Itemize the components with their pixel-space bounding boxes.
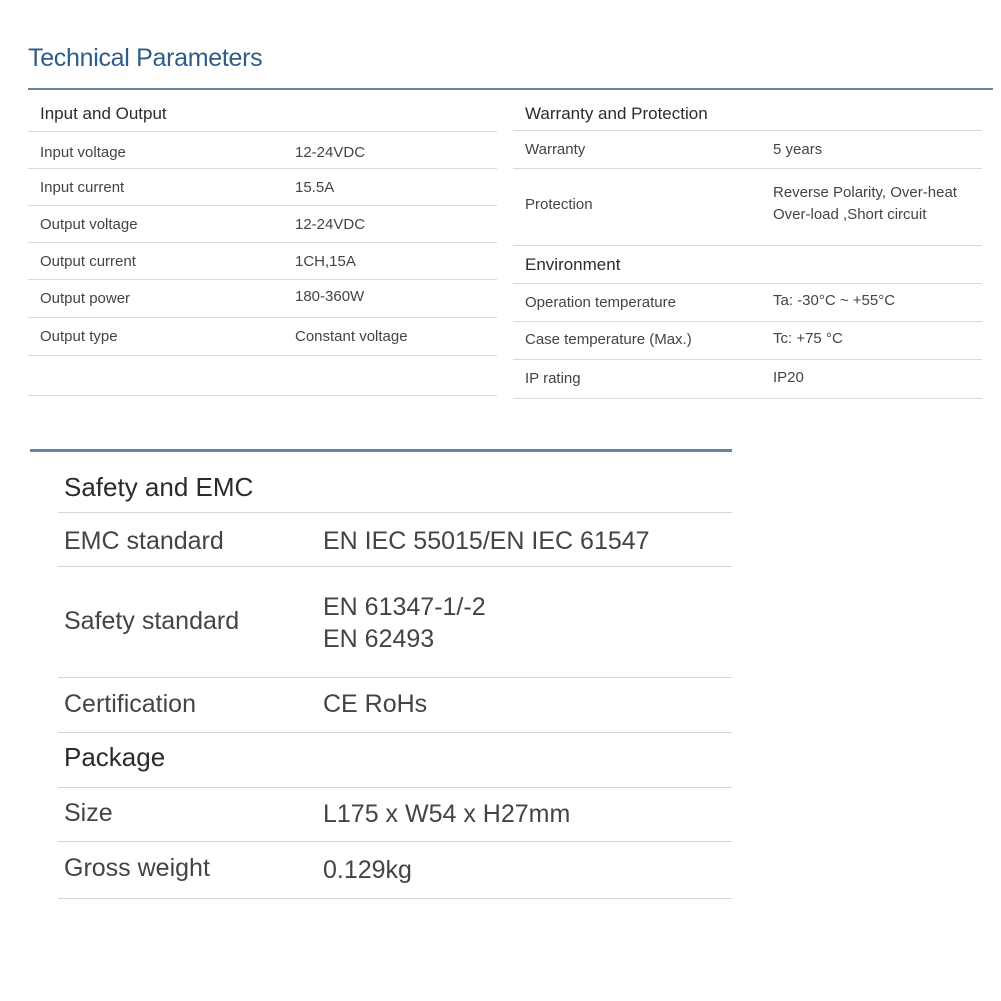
section-heading: Warranty and Protection [525,104,708,123]
row-label: Output power [40,290,131,307]
row-label: Safety standard [64,607,240,635]
table-row [513,131,982,169]
warranty-header [513,94,982,131]
empty-row [28,356,497,396]
environment-header [513,246,982,284]
row-value: 12-24VDC [295,144,366,161]
row-label: Output current [40,253,136,270]
row-value: IP20 [773,369,804,386]
row-value: Ta: -30°C ~ +55°C [773,292,896,309]
row-label: Size [64,799,113,827]
row-label: Gross weight [64,854,210,882]
section-heading: Environment [525,255,621,274]
table-row [513,322,982,360]
table-row [513,169,982,246]
row-value: CE RoHs [323,690,428,718]
row-label: Case temperature (Max.) [525,331,692,348]
row-label: Input voltage [40,144,126,161]
section-heading: Input and Output [40,104,167,123]
row-label: EMC standard [64,527,224,555]
row-value: 5 years [773,141,823,158]
input-output-table [28,94,497,396]
row-label: Output type [40,328,118,345]
table-row [58,678,732,733]
row-value: 0.129kg [323,856,412,884]
table-row [513,284,982,322]
section-heading: Safety and EMC [64,472,254,502]
row-label: Certification [64,690,196,718]
table-row [28,132,497,169]
input-output-header [28,94,497,132]
row-value: Constant voltage [295,328,408,345]
table-row [58,842,732,899]
row-label: Operation temperature [525,294,676,311]
row-value: L175 x W54 x H27mm [323,800,571,828]
warranty-environment-table [513,94,982,399]
row-value: EN IEC 55015/EN IEC 61547 [323,527,650,555]
table-row [58,788,732,842]
table-row [28,280,497,318]
row-label: Output voltage [40,216,138,233]
title-divider [28,88,993,90]
table-row [28,318,497,356]
table-row [28,243,497,280]
row-value: 180-360W [295,288,365,305]
row-label: Protection [525,196,593,213]
row-value: EN 61347-1/-2 [323,593,486,621]
row-label: IP rating [525,370,581,387]
safety-header [58,452,732,513]
section-heading: Package [64,742,166,772]
row-value: Tc: +75 °C [773,330,843,347]
row-value: 15.5A [295,179,335,196]
row-label: Input current [40,179,125,196]
table-row [58,567,732,678]
row-value: 12-24VDC [295,216,366,233]
row-label: Warranty [525,141,586,158]
table-row [28,206,497,243]
row-value: Reverse Polarity, Over-heat [773,184,957,201]
safety-package-table [58,452,732,899]
table-row [513,360,982,399]
row-value: 1CH,15A [295,253,356,270]
table-row [58,513,732,567]
row-value: EN 62493 [323,625,435,653]
row-value: Over-load ,Short circuit [773,206,927,223]
package-header [58,733,732,788]
page-title: Technical Parameters [28,44,263,72]
table-row [28,169,497,206]
